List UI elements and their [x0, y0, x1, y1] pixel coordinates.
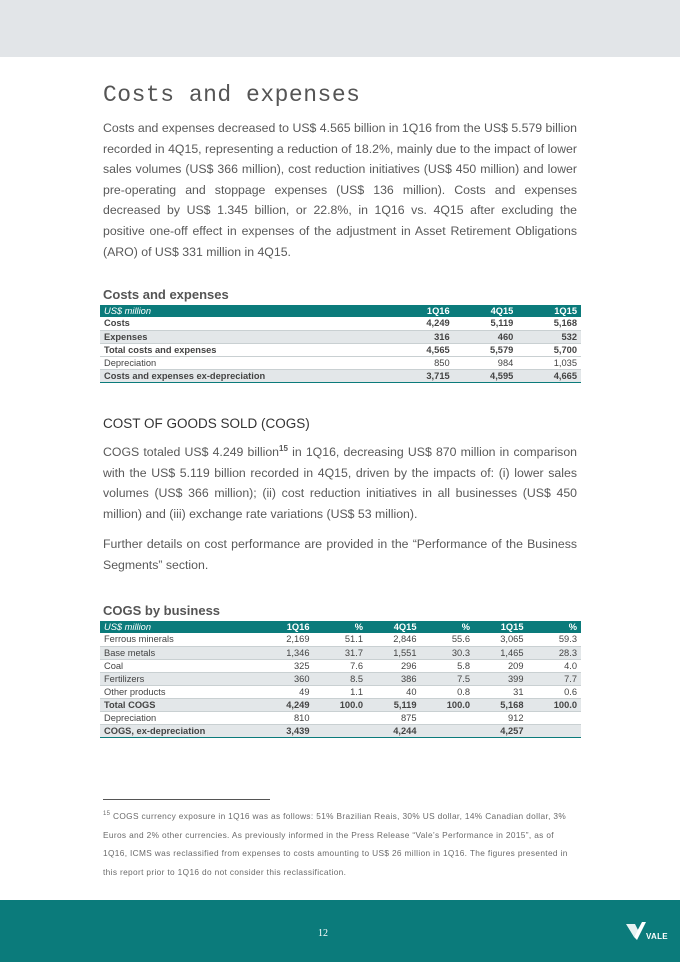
table-row: Total COGS 4,249 100.0 5,119 100.0 5,168 100.0: [100, 698, 581, 711]
column-header: 1Q16: [260, 621, 314, 633]
header-band: [0, 0, 680, 57]
costs-table-title: Costs and expenses: [103, 287, 229, 302]
table-row: Total costs and expenses 4,565 5,579 5,700: [100, 343, 581, 356]
page-number: 12: [318, 928, 328, 939]
footnote: $^{15}$ COGS currency exposure in 1Q16 was as follows: 51% Brazilian Reais, 30% US dollar, 14% Canadian dollar, 3% Euros and 2% other currencies. As previously informed in the Press Release “Vale’s Performance in 2015”, as of 1Q16, ICMS was reclassified from expenses to costs amounting to US$ 26 million in 1Q16. The figures presented in this report prior to 1Q16 do not consider this reclassification.: [103, 811, 568, 877]
footer-band: [0, 900, 680, 962]
table-row: Ferrous minerals 2,169 51.1 2,846 55.6 3,065 59.3: [100, 633, 581, 646]
table-row: Depreciation 810 875 912: [100, 711, 581, 724]
cogs-table-title: COGS by business: [103, 603, 221, 618]
table-row: Costs and expenses ex-depreciation 3,715 4,595 4,665: [100, 369, 581, 382]
column-header: 1Q15: [517, 305, 581, 317]
footnote-divider: [103, 799, 270, 800]
table-row: Coal 325 7.6 296 5.8 209 4.0: [100, 659, 581, 672]
table-row: Other products 49 1.1 40 0.8 31 0.6: [100, 685, 581, 698]
details-paragraph: Further details on cost performance are provided in the “Performance of the Business Segments” section.: [103, 537, 577, 572]
cogs-section-heading: COST OF GOODS SOLD (COGS): [103, 416, 310, 431]
cogs-by-business-table: [100, 621, 581, 738]
intro-paragraph: Costs and expenses decreased to US$ 4.565 billion in 1Q16 from the US$ 5.579 billion recorded in 4Q15, representing a reduction of 18.2%, mainly due to the impact of lower sales volumes (US$ 366 million), cost reduction initiatives (US$ 450 million) and lower pre-operating and stoppage expenses (US$ 136 million). Costs and expenses decreased by US$ 1.345 billion, or 22.8%, in 1Q16 vs. 4Q15 after excluding the positive one-off effect in expenses of the adjustment in Asset Retirement Obligations (ARO) of US$ 331 million in 4Q15.: [103, 121, 577, 259]
column-header: 4Q15: [454, 305, 518, 317]
table-row: Fertilizers 360 8.5 386 7.5 399 7.7: [100, 672, 581, 685]
table-row: COGS, ex-depreciation 3,439 4,244 4,257: [100, 724, 581, 737]
table-row: Depreciation 850 984 1,035: [100, 356, 581, 369]
page-title: Costs and expenses: [103, 82, 361, 108]
costs-expenses-table: [100, 305, 581, 383]
column-header: %: [421, 621, 475, 633]
column-header: 4Q15: [367, 621, 421, 633]
table-row: Base metals 1,346 31.7 1,551 30.3 1,465 28.3: [100, 646, 581, 659]
column-header: 1Q15: [474, 621, 528, 633]
table-header-row: [100, 621, 581, 633]
cogs-paragraph: COGS totaled US$ 4.249 billion$^{15}$ in 1Q16, decreasing US$ 870 million in comparison with the US$ 5.119 billion recorded in 4Q15, driven by the impacts of: (i) lower sales volumes (US$ 366 million); (ii) cost reduction initiatives in all businesses (US$ 450 million) and (iii) exchange rate variations (US$ 53 million).: [103, 443, 577, 521]
column-header: 1Q16: [390, 305, 454, 317]
column-header: %: [314, 621, 368, 633]
logo-text: VALE: [646, 932, 668, 941]
column-header: %: [528, 621, 582, 633]
column-header: US$ million: [100, 305, 390, 317]
table-header-row: [100, 305, 581, 317]
footnote-reference: 15: [279, 443, 288, 453]
table-row: Expenses 316 460 532: [100, 330, 581, 343]
table-row: Costs 4,249 5,119 5,168: [100, 317, 581, 330]
column-header: US$ million: [100, 621, 260, 633]
footnote-number: 15: [103, 811, 111, 818]
